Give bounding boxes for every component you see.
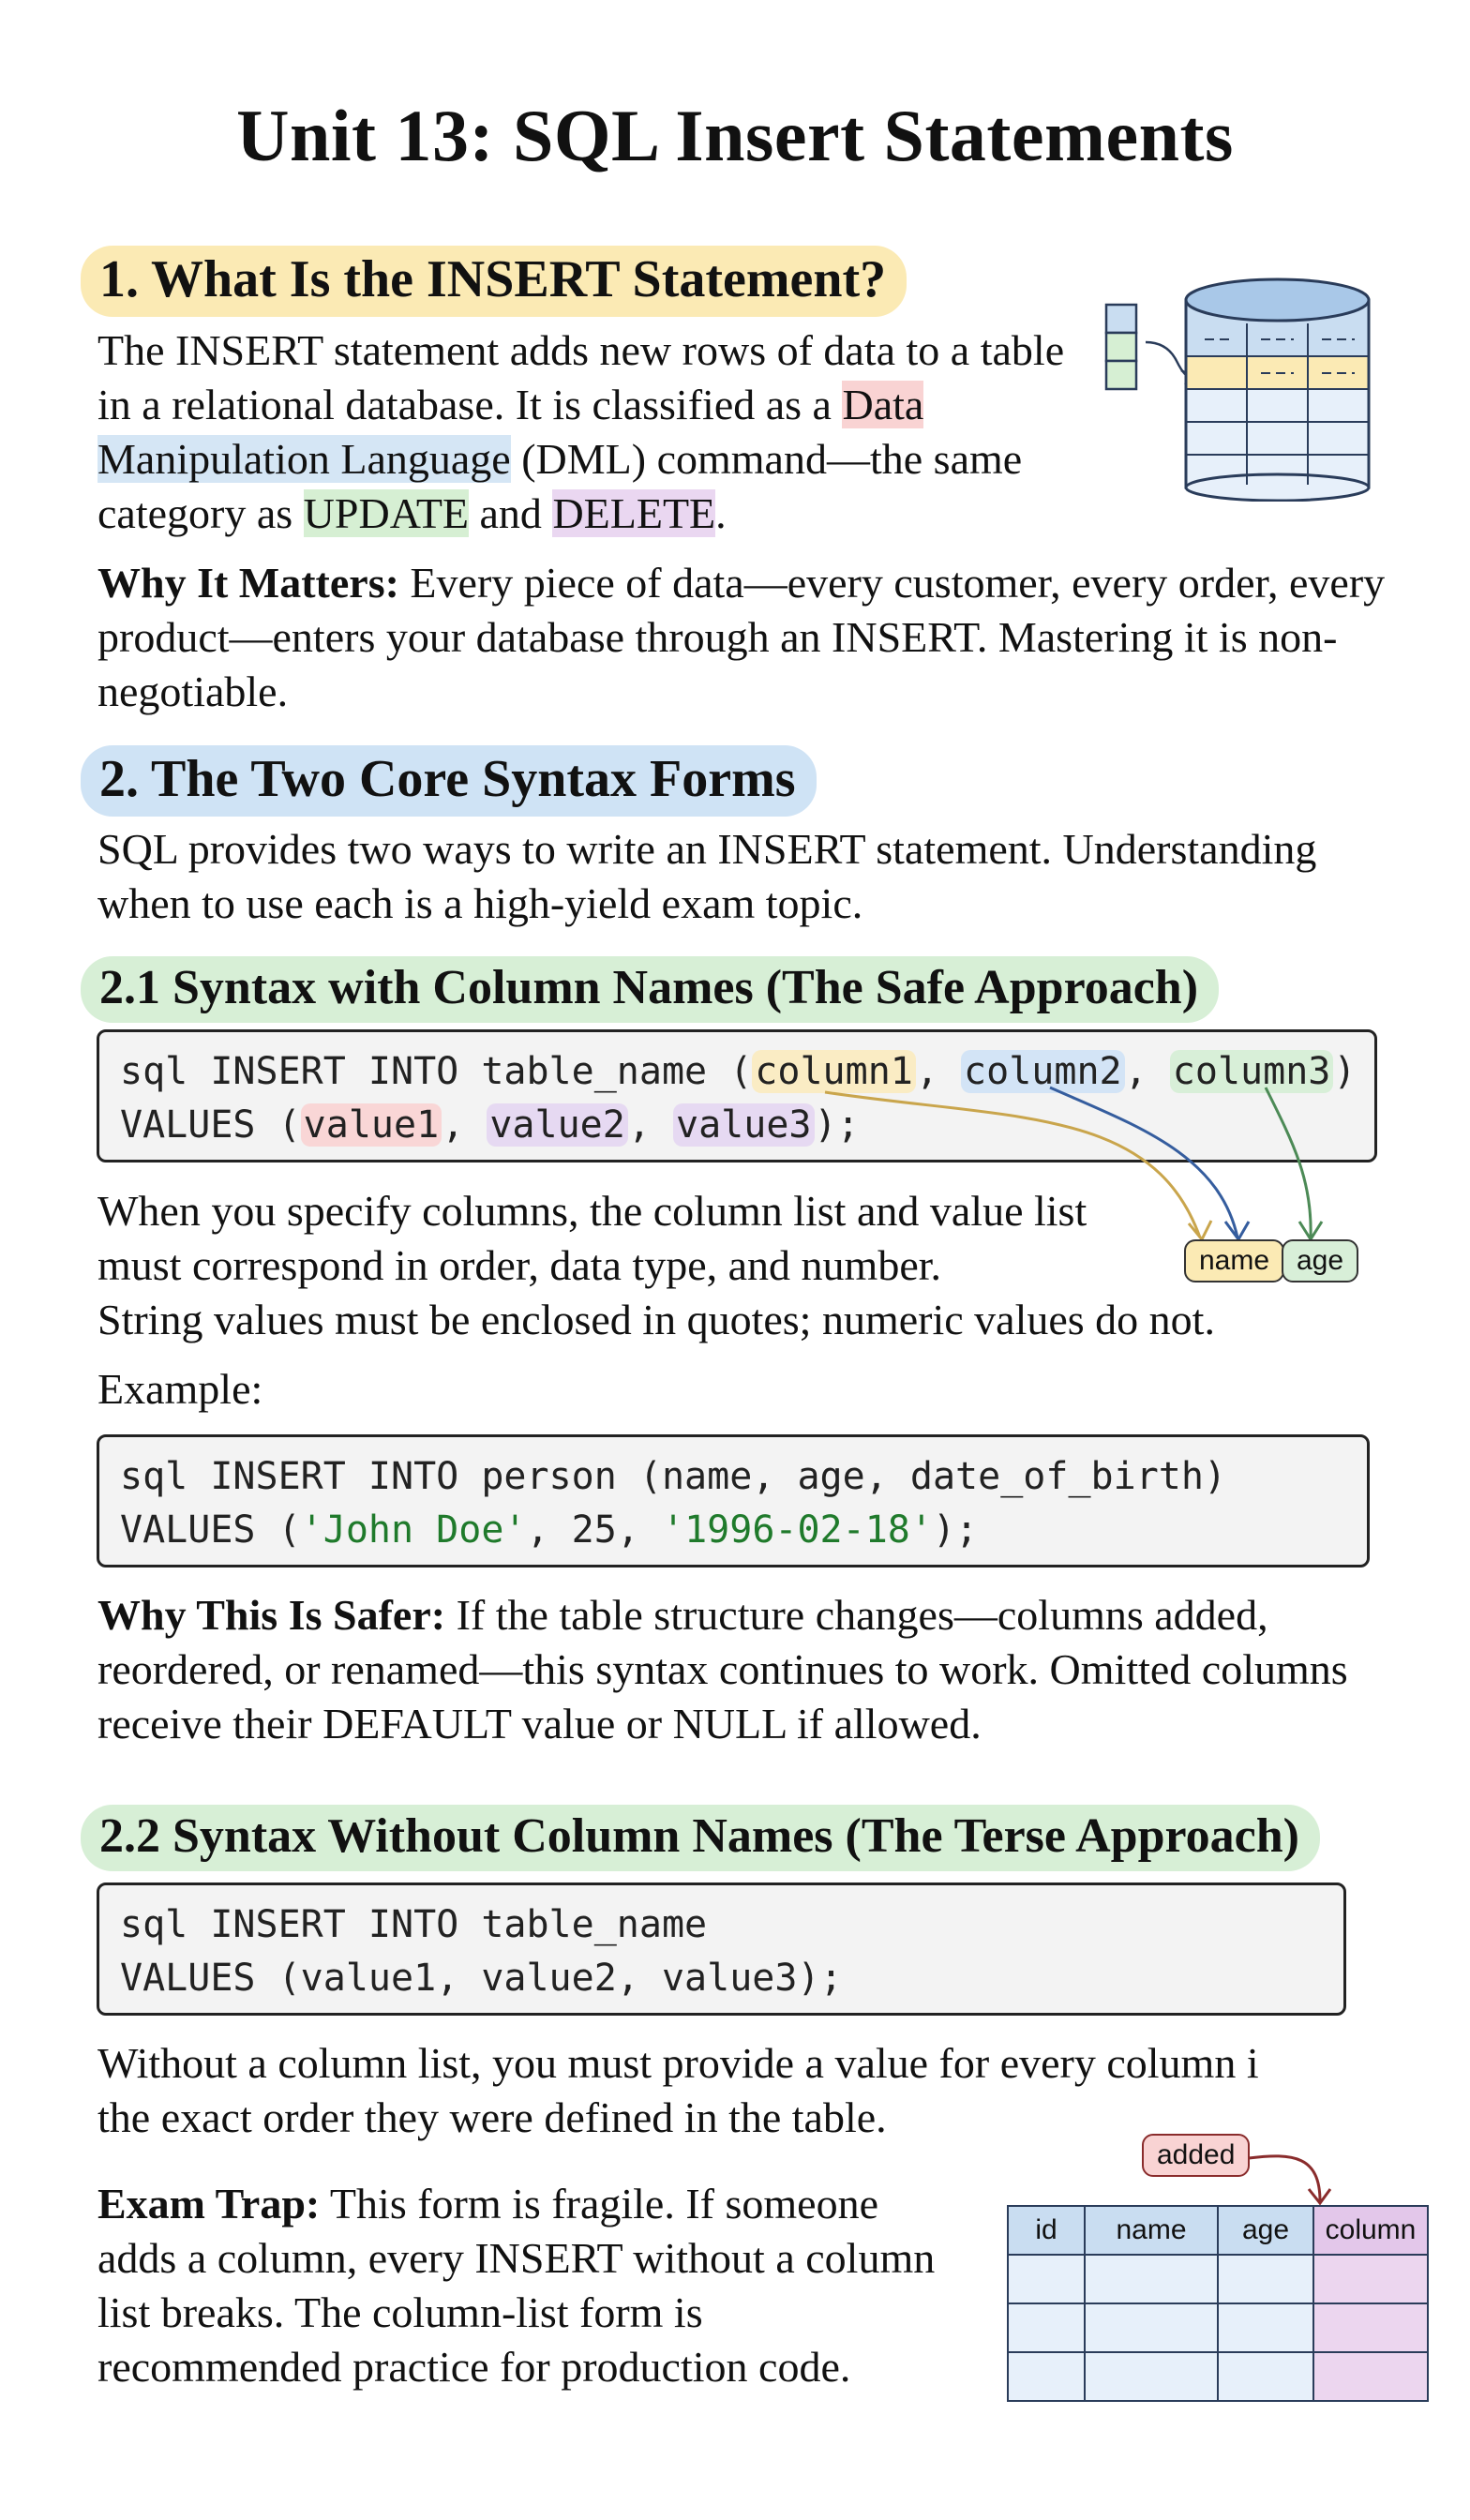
code-text: sql INSERT INTO person (name, age, date_of_birth) xyxy=(120,1455,1227,1498)
table-header-cell: name xyxy=(1085,2206,1218,2255)
table-cell xyxy=(1313,2255,1428,2303)
code-line xyxy=(120,1450,1346,1504)
table-header-row xyxy=(1008,2206,1428,2255)
table-diagram xyxy=(1007,2205,1429,2402)
table-row xyxy=(1008,2303,1428,2352)
highlighted-term: Manipulation Language xyxy=(98,435,511,483)
code-text: , xyxy=(1124,1050,1170,1093)
code-text: , xyxy=(915,1050,962,1093)
code-text: ); xyxy=(932,1508,979,1552)
section-2-2-heading: 2.2 Syntax Without Column Names (The Terse Approach) xyxy=(81,1805,1320,1871)
code-text: sql INSERT INTO table_name ( xyxy=(120,1050,753,1093)
code-text: ); xyxy=(814,1103,860,1147)
table-cell xyxy=(1008,2352,1085,2401)
code-text: VALUES ( xyxy=(120,1508,301,1552)
code-string: '1996-02-18' xyxy=(661,1508,933,1552)
section-2-2-heading-wrap xyxy=(81,1805,1320,1871)
why-it-matters-label: Why It Matters: xyxy=(98,559,399,607)
exam-trap-text: This form is fragile. If someone adds a column, every INSERT without a column list breaks. The column-list form is recommended practice for production code. xyxy=(98,2180,936,2391)
code-token: column3 xyxy=(1170,1050,1334,1093)
example-label: Example: xyxy=(98,1365,263,1413)
age-tag: age xyxy=(1282,1239,1358,1282)
table-header-cell: age xyxy=(1218,2206,1313,2255)
code-token: value1 xyxy=(301,1103,442,1147)
description-line: String values must be enclosed in quotes; numeric values do not. xyxy=(98,1296,1215,1343)
highlighted-term: Data xyxy=(842,381,924,428)
description-line: When you specify columns, the column list and value list xyxy=(98,1187,1088,1235)
text-run: The INSERT statement adds new rows of data to a table in a relational database. It is classified as a xyxy=(98,326,1065,428)
code-line xyxy=(120,1952,1323,2005)
name-tag: name xyxy=(1184,1239,1284,1282)
text-run: . xyxy=(715,489,727,537)
code-string: 'John Doe' xyxy=(300,1508,527,1552)
code-text: sql INSERT INTO table_name xyxy=(120,1903,708,1946)
code-text: VALUES ( xyxy=(120,1103,301,1147)
why-safer-text: If the table structure changes—columns added, reordered, or renamed—this syntax continues to work. Omitted columns receive their DEFAULT value or NULL if allowed. xyxy=(98,1591,1348,1748)
description-line: Without a column list, you must provide a value for every column i xyxy=(98,2039,1259,2087)
table-cell xyxy=(1085,2255,1218,2303)
why-safer xyxy=(98,1588,1391,1751)
table-cell xyxy=(1085,2303,1218,2352)
section-2-1-description xyxy=(98,1184,1429,1347)
section-2-2-description xyxy=(98,2036,1429,2145)
table-cell xyxy=(1218,2352,1313,2401)
code-block-without-columns xyxy=(97,1882,1346,2016)
added-arrow xyxy=(1247,2138,1331,2212)
highlighted-term: UPDATE xyxy=(303,489,470,537)
section-2-1-heading: 2.1 Syntax with Column Names (The Safe Approach) xyxy=(81,956,1219,1023)
table-header-cell: id xyxy=(1008,2206,1085,2255)
text-run: and xyxy=(469,489,553,537)
table-cell xyxy=(1008,2255,1085,2303)
code-token: column1 xyxy=(752,1050,916,1093)
table-cell xyxy=(1085,2352,1218,2401)
code-token: column2 xyxy=(961,1050,1125,1093)
table-row xyxy=(1008,2255,1428,2303)
code-text: ) xyxy=(1333,1050,1357,1093)
why-safer-label: Why This Is Safer: xyxy=(98,1591,446,1639)
table-cell xyxy=(1313,2352,1428,2401)
exam-trap xyxy=(98,2177,941,2394)
table-cell xyxy=(1313,2303,1428,2352)
table-header-cell: column xyxy=(1313,2206,1428,2255)
code-token: value2 xyxy=(487,1103,628,1147)
description-line: must correspond in order, data type, and number. xyxy=(98,1241,942,1289)
section-1-heading: 1. What Is the INSERT Statement? xyxy=(81,246,907,317)
page-title: Unit 13: SQL Insert Statements xyxy=(236,95,1234,176)
why-it-matters-text: Every piece of data—every customer, every order, every product—enters your database through an INSERT. Mastering it is non-negotiable. xyxy=(98,559,1386,715)
added-tag: added xyxy=(1142,2134,1250,2177)
code-line xyxy=(120,1898,1323,1952)
code-text: VALUES (value1, value2, value3); xyxy=(120,1957,843,2000)
section-2-intro: SQL provides two ways to write an INSERT statement. Understanding when to use each is a high-yield exam topic. xyxy=(98,825,1317,927)
table-cell xyxy=(1218,2303,1313,2352)
text-run: (DML) command—the same category as xyxy=(98,435,1023,537)
code-block-example xyxy=(97,1434,1370,1568)
code-text: , xyxy=(442,1103,488,1147)
exam-trap-label: Exam Trap: xyxy=(98,2180,321,2228)
table-cell xyxy=(1008,2303,1085,2352)
highlighted-term: DELETE xyxy=(552,489,716,537)
code-line xyxy=(120,1504,1346,1557)
table-row xyxy=(1008,2352,1428,2401)
table-cell xyxy=(1218,2255,1313,2303)
code-text: , 25, xyxy=(526,1508,662,1552)
description-line: the exact order they were defined in the table. xyxy=(98,2093,887,2141)
code-token: value3 xyxy=(673,1103,815,1147)
code-text: , xyxy=(627,1103,673,1147)
section-2-heading: 2. The Two Core Syntax Forms xyxy=(81,745,817,817)
